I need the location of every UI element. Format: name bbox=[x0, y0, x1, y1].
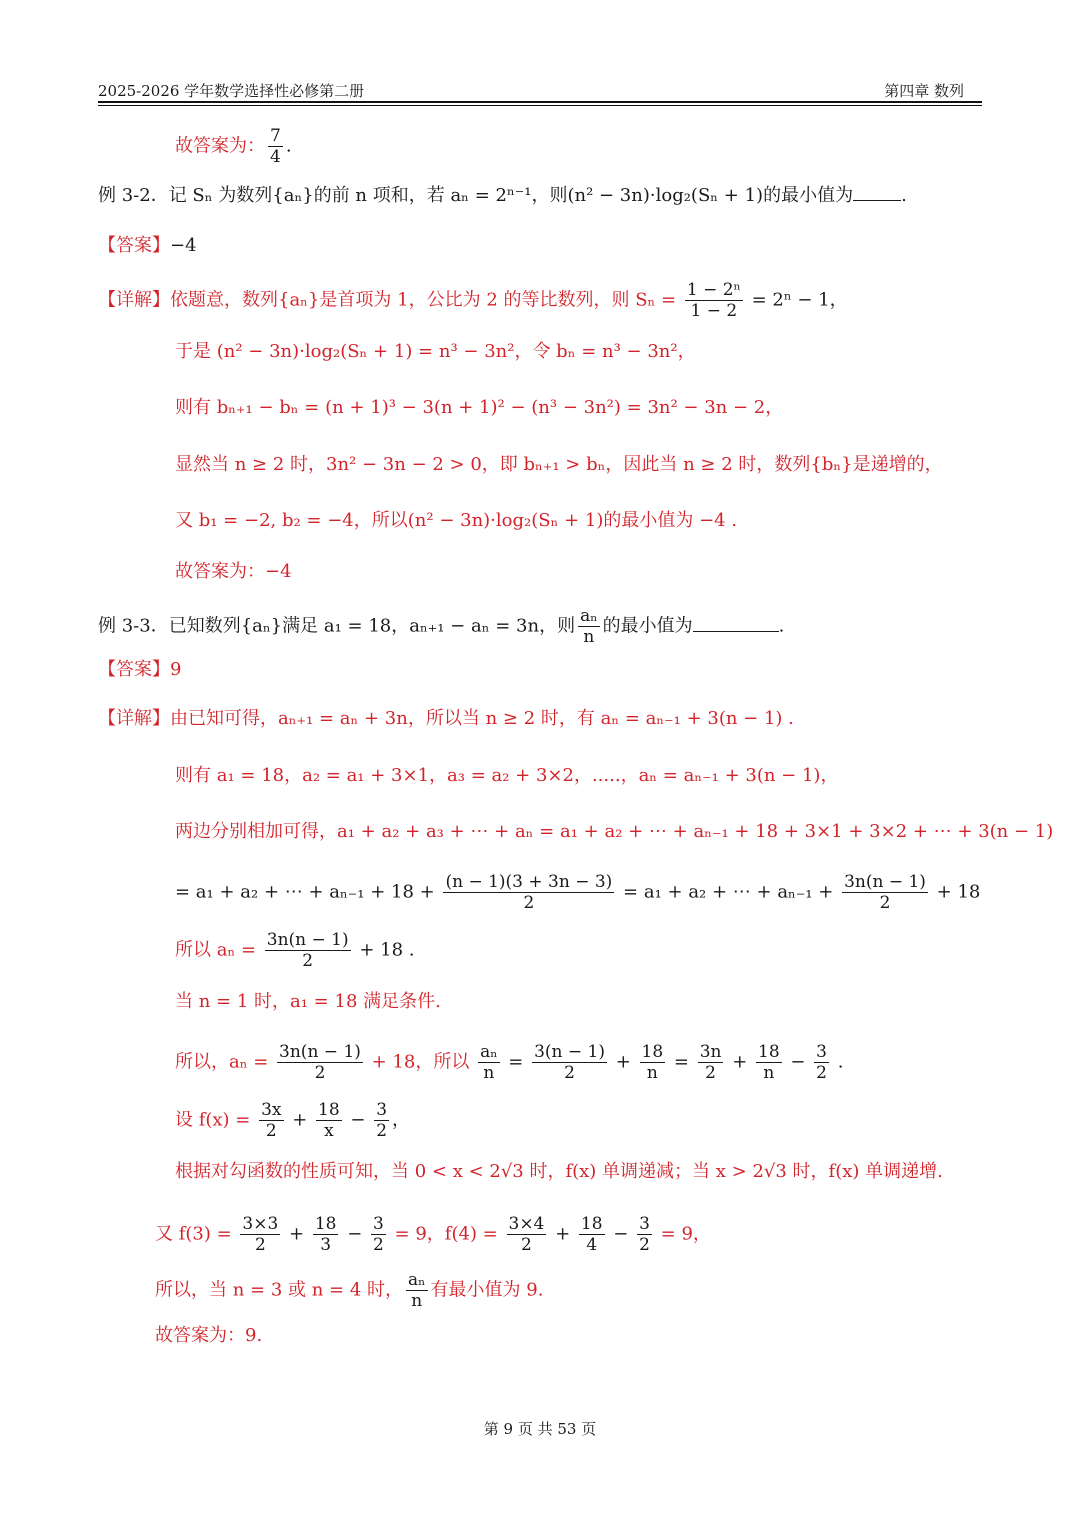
fraction-numerator: 18 bbox=[641, 1042, 664, 1062]
punct: . bbox=[901, 185, 907, 206]
solution-text: 由已知可得，aₙ₊₁ = aₙ + 3n，所以当 n ≥ 2 时，有 aₙ = aₙ₋₁ + 3(n − 1) . bbox=[170, 708, 794, 729]
fraction-numerator: 3(n − 1) bbox=[534, 1042, 605, 1062]
solution-3-3-line-6 bbox=[175, 988, 441, 1016]
solution-text: ， bbox=[392, 1109, 411, 1131]
fraction bbox=[685, 280, 743, 321]
solution-3-2-line-3 bbox=[175, 394, 783, 422]
fraction bbox=[259, 1100, 283, 1141]
fraction-numerator: 18 bbox=[580, 1214, 603, 1234]
fraction bbox=[640, 1042, 666, 1083]
solution-text: = a₁ + a₂ + ⋯ + aₙ₋₁ + bbox=[617, 881, 840, 903]
fraction-denominator: 2 bbox=[254, 1235, 266, 1255]
answer-value: 9 bbox=[170, 659, 182, 680]
fraction bbox=[507, 1214, 547, 1255]
header-rule-thick bbox=[98, 101, 982, 103]
fraction-numerator: 3 bbox=[376, 1100, 388, 1120]
solution-text: 又 f(3) = bbox=[155, 1223, 238, 1245]
fraction bbox=[578, 606, 600, 647]
fraction-denominator: 2 bbox=[639, 1235, 650, 1255]
fraction-numerator: 3n bbox=[699, 1042, 722, 1062]
fraction-denominator: 2 bbox=[564, 1063, 575, 1083]
fraction bbox=[277, 1042, 363, 1083]
solution-text: = bbox=[668, 1051, 695, 1073]
solution-text: + bbox=[610, 1051, 637, 1073]
fraction bbox=[443, 872, 614, 913]
fraction-denominator: n bbox=[411, 1291, 423, 1311]
fraction bbox=[240, 1214, 280, 1255]
solution-text: + bbox=[283, 1223, 310, 1245]
fraction-denominator: n bbox=[583, 627, 595, 647]
header-chapter-title: 第四章 数列 bbox=[884, 82, 964, 100]
solution-3-2-line-5 bbox=[175, 507, 737, 535]
solution-text: = a₁ + a₂ + ⋯ + aₙ₋₁ + 18 + bbox=[175, 881, 441, 903]
solution-text: 有最小值为 9. bbox=[430, 1279, 544, 1301]
fraction bbox=[814, 1042, 829, 1083]
answer-blank bbox=[853, 200, 901, 201]
punct: . bbox=[285, 135, 292, 157]
fraction bbox=[268, 126, 283, 167]
fraction-numerator: 3×3 bbox=[242, 1214, 279, 1234]
solution-text: + 18，所以 bbox=[365, 1051, 476, 1073]
solution-tag: 【详解】 bbox=[98, 708, 170, 729]
solution-3-3-line-1 bbox=[98, 705, 794, 733]
fraction bbox=[532, 1042, 607, 1083]
fraction-denominator: 1 − 2 bbox=[690, 301, 738, 321]
solution-3-3-line-10 bbox=[155, 1214, 711, 1255]
solution-3-3-line-11 bbox=[155, 1270, 543, 1311]
solution-text: 依题意，数列{aₙ}是首项为 1，公比为 2 的等比数列，则 Sₙ = bbox=[170, 289, 682, 311]
prev-answer-line bbox=[175, 126, 292, 167]
fraction-denominator: 2 bbox=[879, 893, 891, 913]
fraction-denominator: n bbox=[646, 1063, 658, 1083]
solution-3-3-line-7 bbox=[175, 1042, 843, 1083]
page-header bbox=[98, 80, 982, 100]
solution-text: + bbox=[549, 1223, 576, 1245]
fraction bbox=[637, 1214, 652, 1255]
fraction bbox=[406, 1270, 428, 1311]
solution-text: 根据对勾函数的性质可知，当 0 < x < 2√3 时，f(x) 单调递减；当 x > 2√3 时，f(x) 单调递增. bbox=[175, 1161, 943, 1182]
answer-3-2 bbox=[98, 232, 197, 260]
answer-value: −4 bbox=[170, 235, 197, 256]
fraction bbox=[478, 1042, 500, 1083]
header-book-title: 2025-2026 学年数学选择性必修第二册 bbox=[98, 82, 365, 100]
solution-text: 设 f(x) = bbox=[175, 1109, 257, 1131]
solution-text: − bbox=[344, 1109, 372, 1131]
question-text: 例 3-3．已知数列{aₙ}满足 a₁ = 18，aₙ₊₁ − aₙ = 3n，则 bbox=[98, 615, 576, 637]
fraction-numerator: 7 bbox=[270, 126, 281, 146]
fraction-denominator: 2 bbox=[314, 1063, 326, 1083]
fraction-numerator: 1 − 2ⁿ bbox=[686, 280, 741, 300]
solution-text: = 9， bbox=[654, 1223, 711, 1245]
solution-3-3-line-4 bbox=[175, 872, 980, 913]
fraction-numerator: 3n(n − 1) bbox=[279, 1042, 361, 1062]
solution-3-2-final bbox=[175, 558, 292, 586]
solution-text: 所以，当 n = 3 或 n = 4 时， bbox=[155, 1279, 404, 1301]
fraction-numerator: 18 bbox=[318, 1100, 340, 1120]
fraction-denominator: 2 bbox=[523, 893, 535, 913]
solution-text: 于是 (n² − 3n)·log₂(Sₙ + 1) = n³ − 3n²，令 bₙ = n³ − 3n²， bbox=[175, 341, 696, 362]
fraction-numerator: aₙ bbox=[480, 1042, 498, 1062]
fraction bbox=[313, 1214, 339, 1255]
solution-text: + bbox=[726, 1051, 753, 1073]
fraction-denominator: 2 bbox=[705, 1063, 716, 1083]
solution-3-2-line-2 bbox=[175, 338, 696, 366]
solution-text: 故答案为：9. bbox=[155, 1325, 263, 1346]
fraction bbox=[579, 1214, 605, 1255]
answer-3-3 bbox=[98, 656, 181, 684]
fraction bbox=[316, 1100, 342, 1141]
solution-text: + 18 . bbox=[353, 939, 415, 961]
fraction-denominator: 4 bbox=[270, 147, 281, 167]
question-text: 例 3-2．记 Sₙ 为数列{aₙ}的前 n 项和，若 aₙ = 2ⁿ⁻¹，则(n² − 3n)·log₂(Sₙ + 1)的最小值为 bbox=[98, 185, 854, 206]
solution-text: = bbox=[502, 1051, 530, 1073]
fraction bbox=[265, 930, 351, 971]
solution-text: 当 n = 1 时，a₁ = 18 满足条件. bbox=[175, 991, 441, 1012]
fraction-denominator: x bbox=[324, 1121, 334, 1141]
punct: . bbox=[778, 615, 785, 637]
fraction-numerator: 18 bbox=[314, 1214, 337, 1234]
solution-3-3-final bbox=[155, 1322, 262, 1350]
solution-text: 则有 a₁ = 18，a₂ = a₁ + 3×1，a₃ = a₂ + 3×2，.....，aₙ = aₙ₋₁ + 3(n − 1)， bbox=[175, 765, 839, 786]
solution-text: = 9，f(4) = bbox=[388, 1223, 504, 1245]
solution-text: 两边分别相加可得，a₁ + a₂ + a₃ + ⋯ + aₙ = a₁ + a₂ + ⋯ + aₙ₋₁ + 18 + 3×1 + 3×2 + ⋯ + 3(n − 1) bbox=[175, 821, 1054, 842]
fraction bbox=[842, 872, 928, 913]
fraction-numerator: 3×4 bbox=[508, 1214, 545, 1234]
fraction-numerator: 3x bbox=[261, 1100, 282, 1120]
page-footer: 第 9 页 共 53 页 bbox=[483, 1420, 597, 1438]
solution-text: 显然当 n ≥ 2 时，3n² − 3n − 2 > 0，即 bₙ₊₁ > bₙ，因此当 n ≥ 2 时，数列{bₙ}是递增的， bbox=[175, 454, 943, 475]
solution-text: − bbox=[607, 1223, 635, 1245]
solution-3-3-line-8 bbox=[175, 1100, 410, 1141]
fraction-denominator: 2 bbox=[373, 1235, 384, 1255]
answer-tag: 【答案】 bbox=[98, 235, 170, 256]
fraction-numerator: 3 bbox=[639, 1214, 650, 1234]
solution-text: − bbox=[341, 1223, 368, 1245]
fraction-denominator: 3 bbox=[320, 1235, 332, 1255]
fraction bbox=[698, 1042, 724, 1083]
solution-3-2-line-1 bbox=[98, 280, 848, 321]
fraction-numerator: aₙ bbox=[580, 606, 598, 626]
fraction-denominator: 2 bbox=[816, 1063, 827, 1083]
solution-tag: 【详解】 bbox=[98, 289, 170, 311]
question-text: 的最小值为 bbox=[602, 615, 693, 637]
fraction bbox=[371, 1214, 386, 1255]
fraction-numerator: 3n(n − 1) bbox=[266, 930, 349, 950]
solution-text: 所以，aₙ = bbox=[175, 1051, 275, 1073]
solution-text: 所以 aₙ = bbox=[175, 939, 262, 961]
fraction-numerator: 18 bbox=[758, 1042, 780, 1062]
solution-3-2-line-4 bbox=[175, 451, 943, 479]
solution-text: . bbox=[832, 1051, 844, 1073]
solution-text: + 18 bbox=[930, 881, 981, 903]
fraction-numerator: (n − 1)(3 + 3n − 3) bbox=[445, 872, 613, 892]
solution-3-3-line-3 bbox=[175, 818, 1053, 846]
fraction-denominator: n bbox=[483, 1063, 495, 1083]
header-rule-thin bbox=[98, 105, 982, 106]
example-3-2-question bbox=[98, 182, 907, 210]
answer-label: 故答案为： bbox=[175, 135, 265, 157]
fraction-denominator: 4 bbox=[586, 1235, 598, 1255]
solution-text: + bbox=[286, 1109, 314, 1131]
fraction-denominator: 2 bbox=[376, 1121, 388, 1141]
fraction-numerator: 3 bbox=[816, 1042, 827, 1062]
solution-3-3-line-5 bbox=[175, 930, 415, 971]
solution-text: 又 b₁ = −2, b₂ = −4，所以(n² − 3n)·log₂(Sₙ + 1)的最小值为 −4 . bbox=[175, 510, 738, 531]
fraction-denominator: n bbox=[763, 1063, 775, 1083]
fraction bbox=[374, 1100, 389, 1141]
fraction-numerator: aₙ bbox=[408, 1270, 426, 1290]
fraction-denominator: 2 bbox=[302, 951, 314, 971]
solution-text: − bbox=[784, 1051, 812, 1073]
fraction bbox=[756, 1042, 782, 1083]
solution-text: 故答案为：−4 bbox=[175, 561, 292, 582]
fraction-denominator: 2 bbox=[265, 1121, 277, 1141]
solution-text: 则有 bₙ₊₁ − bₙ = (n + 1)³ − 3(n + 1)² − (n³ − 3n²) = 3n² − 3n − 2， bbox=[175, 397, 784, 418]
answer-blank bbox=[693, 631, 779, 632]
fraction-denominator: 2 bbox=[521, 1235, 532, 1255]
fraction-numerator: 3n(n − 1) bbox=[844, 872, 926, 892]
solution-3-3-line-2 bbox=[175, 762, 838, 790]
solution-3-3-line-9 bbox=[175, 1158, 943, 1186]
answer-tag: 【答案】 bbox=[98, 659, 170, 680]
fraction-numerator: 3 bbox=[373, 1214, 384, 1234]
example-3-3-question bbox=[98, 606, 784, 647]
solution-text: = 2ⁿ − 1， bbox=[745, 289, 848, 311]
